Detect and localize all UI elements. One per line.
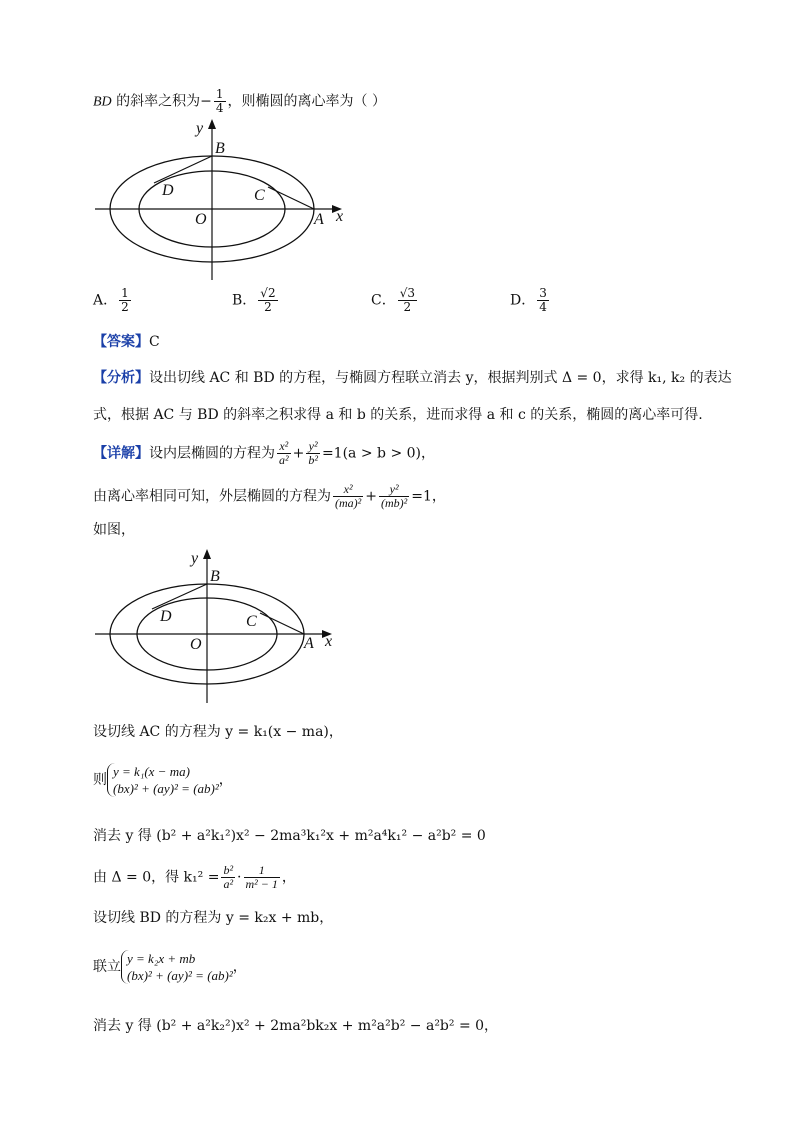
detail-line-5: 则y = k₁(x − ma) (bx)² + (ay)² = (ab)²， — [93, 764, 233, 796]
fig2-label-y: y — [191, 550, 199, 567]
detail-line-4: 设切线 AC 的方程为 y = k₁(x − ma)， — [93, 724, 343, 740]
detail-line-10: 消去 y 得 (b² + a²k₂²)x² + 2ma²bk₂x + m²a²b² − a²b² = 0， — [93, 1018, 499, 1034]
answer-line: 【答案】C — [93, 334, 160, 350]
slope-product-fraction: $\frac{1}{4}$ — [215, 87, 224, 115]
detail-line-6: 消去 y 得 (b² + a²k₁²)x² − 2ma³k₁²x + m²a⁴k₁² − a²b² = 0 — [93, 828, 486, 844]
fig1-label-y: y — [196, 120, 204, 137]
option-c: C． $\frac{√3}{2}$ — [371, 286, 415, 314]
fig2-label-C: C — [246, 613, 257, 630]
option-b: B． $\frac{√2}{2}$ — [232, 286, 276, 314]
detail-line-8: 设切线 BD 的方程为 y = k₂x + mb， — [93, 910, 334, 926]
analysis-line-2: 式，根据 AC 与 BD 的斜率之积求得 a 和 b 的关系，进而求得 a 和 c 的关系，椭圆的离心率可得. — [93, 407, 703, 423]
ellipse-figure-2 — [90, 545, 350, 705]
option-d: D． $\frac{3}{4}$ — [510, 286, 547, 314]
question-stem: BD 的斜率之积为− $\frac{1}{4}$ ，则椭圆的离心率为（ ） — [93, 87, 386, 115]
fig2-label-B: B — [210, 568, 220, 585]
detail-line-7: 由 Δ = 0，得 k₁² = $\frac{\text{b²}}{\text{a²}}$ · $\frac{1}{\text{m² − 1}}$ ， — [93, 863, 296, 891]
ellipse-figure-1 — [90, 115, 360, 285]
equation-system-1: y = k₁(x − ma) (bx)² + (ay)² = (ab)² — [107, 763, 219, 797]
fig1-label-x: x — [336, 208, 344, 225]
fig2-label-O: O — [190, 636, 202, 653]
option-a: A． $\frac{1}{2}$ — [93, 286, 129, 314]
fig2-label-D: D — [160, 608, 172, 625]
fig1-label-C: C — [254, 187, 265, 204]
analysis-line-1: 【分析】设出切线 AC 和 BD 的方程，与椭圆方程联立消去 y，根据判别式 Δ = 0，求得 k₁, k₂ 的表达 — [93, 370, 732, 386]
fig1-label-O: O — [195, 211, 207, 228]
detail-line-3: 如图， — [93, 522, 135, 538]
detail-line-1: 【详解】设内层椭圆的方程为 $\frac{\text{x²}}{\text{a²}}$ + $\frac{\text{y²}}{\text{b²}}$ =1(a > b > 0)， — [93, 439, 435, 467]
fig1-label-D: D — [162, 182, 174, 199]
equation-system-2: y = k₂x + mb (bx)² + (ay)² = (ab)² — [121, 950, 233, 984]
detail-line-2: 由离心率相同可知，外层椭圆的方程为 $\frac{\text{x²}}{\text{(ma)²}}$ + $\frac{\text{y²}}{\text{(mb)²}}$ =1， — [93, 482, 446, 510]
fig2-label-x: x — [325, 633, 333, 650]
detail-line-9: 联立y = k₂x + mb (bx)² + (ay)² = (ab)²， — [93, 951, 247, 983]
fig1-label-A: A — [314, 211, 324, 228]
fig2-label-A: A — [304, 635, 314, 652]
fig1-label-B: B — [215, 140, 225, 157]
